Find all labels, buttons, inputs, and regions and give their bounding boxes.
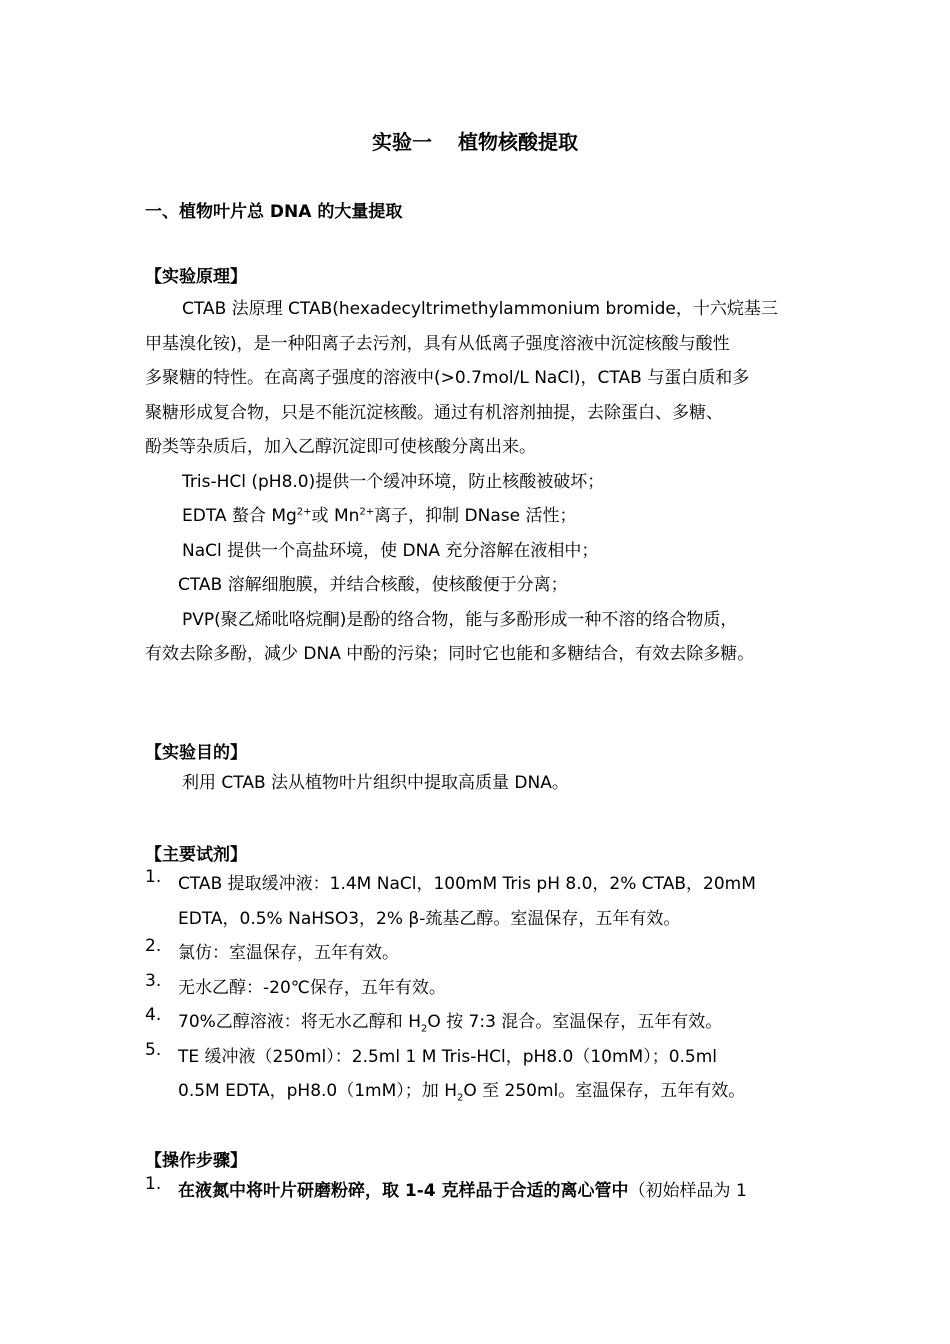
principle-body xyxy=(145,292,825,672)
reagents-heading: 【主要试剂】 xyxy=(145,845,247,865)
purpose-heading: 【实验目的】 xyxy=(145,743,247,763)
principle-line-3: 多聚糖的特性。在高离子强度的溶液中(>0.7mol/L NaCl)，CTAB 与蛋白质和多 xyxy=(145,368,750,388)
section-heading: 一、植物叶片总 DNA 的大量提取 xyxy=(145,202,403,222)
principle-edta: EDTA 螯合 $Mg^{2+}$或 $Mn^{2+}$离子，抑制 DNase 活性； xyxy=(182,506,577,526)
list-item: 4. 70%乙醇溶液：将无水乙醇和 $H_2O$ 按 7:3 混合。室温保存，五年有效。 xyxy=(145,1005,723,1035)
principle-pvp-1: PVP(聚乙烯吡咯烷酮)是酚的络合物，能与多酚形成一种不溶的络合物质， xyxy=(182,609,738,630)
steps-heading: 【操作步骤】 xyxy=(145,1151,247,1171)
principle-line-1: CTAB 法原理 CTAB(hexadecyltrimethylammonium bromide，十六烷基三 xyxy=(182,299,778,319)
purpose-body xyxy=(145,766,825,801)
list-item: 1. 在液氮中将叶片研磨粉碎，取 1-4 克样品于合适的离心管中（初始样品为 1 xyxy=(145,1174,747,1201)
title-part-2: 植物核酸提取 xyxy=(458,130,578,154)
principle-line-4: 聚糖形成复合物，只是不能沉淀核酸。通过有机溶剂抽提，去除蛋白、多糖、 xyxy=(145,402,723,423)
list-item: 1. CTAB 提取缓冲液：1.4M NaCl，100mM Tris pH 8.0，2% CTAB，20mM EDTA，0.5% NaHSO3，2% β-巯基乙醇。室温保存，五年有效。 xyxy=(145,867,756,929)
list-item: 5. TE 缓冲液（250ml）：2.5ml 1 M Tris-HCl，pH8.0（10mM）；0.5ml 0.5M EDTA，pH8.0（1mM）；加 $H_2O$ 至 250ml。室温保存，五年有效。 xyxy=(145,1039,746,1104)
principle-pvp-2: 有效去除多酚，减少 DNA 中酚的污染；同时它也能和多糖结合，有效去除多糖。 xyxy=(145,644,755,664)
document-title xyxy=(0,126,950,155)
steps-list xyxy=(145,1174,825,1209)
principle-line-5: 酚类等杂质后，加入乙醇沉淀即可使核酸分离出来。 xyxy=(145,437,536,457)
list-item: 3. 无水乙醇：-20℃保存，五年有效。 xyxy=(145,970,446,998)
reagents-list xyxy=(145,867,825,1109)
principle-heading: 【实验原理】 xyxy=(145,267,247,287)
list-item: 2. 氯仿：室温保存，五年有效。 xyxy=(145,936,399,963)
principle-tris: Tris-HCl (pH8.0)提供一个缓冲环境，防止核酸被破坏； xyxy=(182,471,605,492)
principle-ctab: CTAB 溶解细胞膜，并结合核酸，使核酸便于分离； xyxy=(178,575,568,595)
purpose-text: 利用 CTAB 法从植物叶片组织中提取高质量 DNA。 xyxy=(182,773,569,793)
principle-nacl: NaCl 提供一个高盐环境，使 DNA 充分溶解在液相中； xyxy=(182,540,599,561)
principle-line-2: 甲基溴化铵)，是一种阳离子去污剂，具有从低离子强度溶液中沉淀核酸与酸性 xyxy=(145,333,730,354)
title-part-1: 实验一 xyxy=(372,130,432,154)
